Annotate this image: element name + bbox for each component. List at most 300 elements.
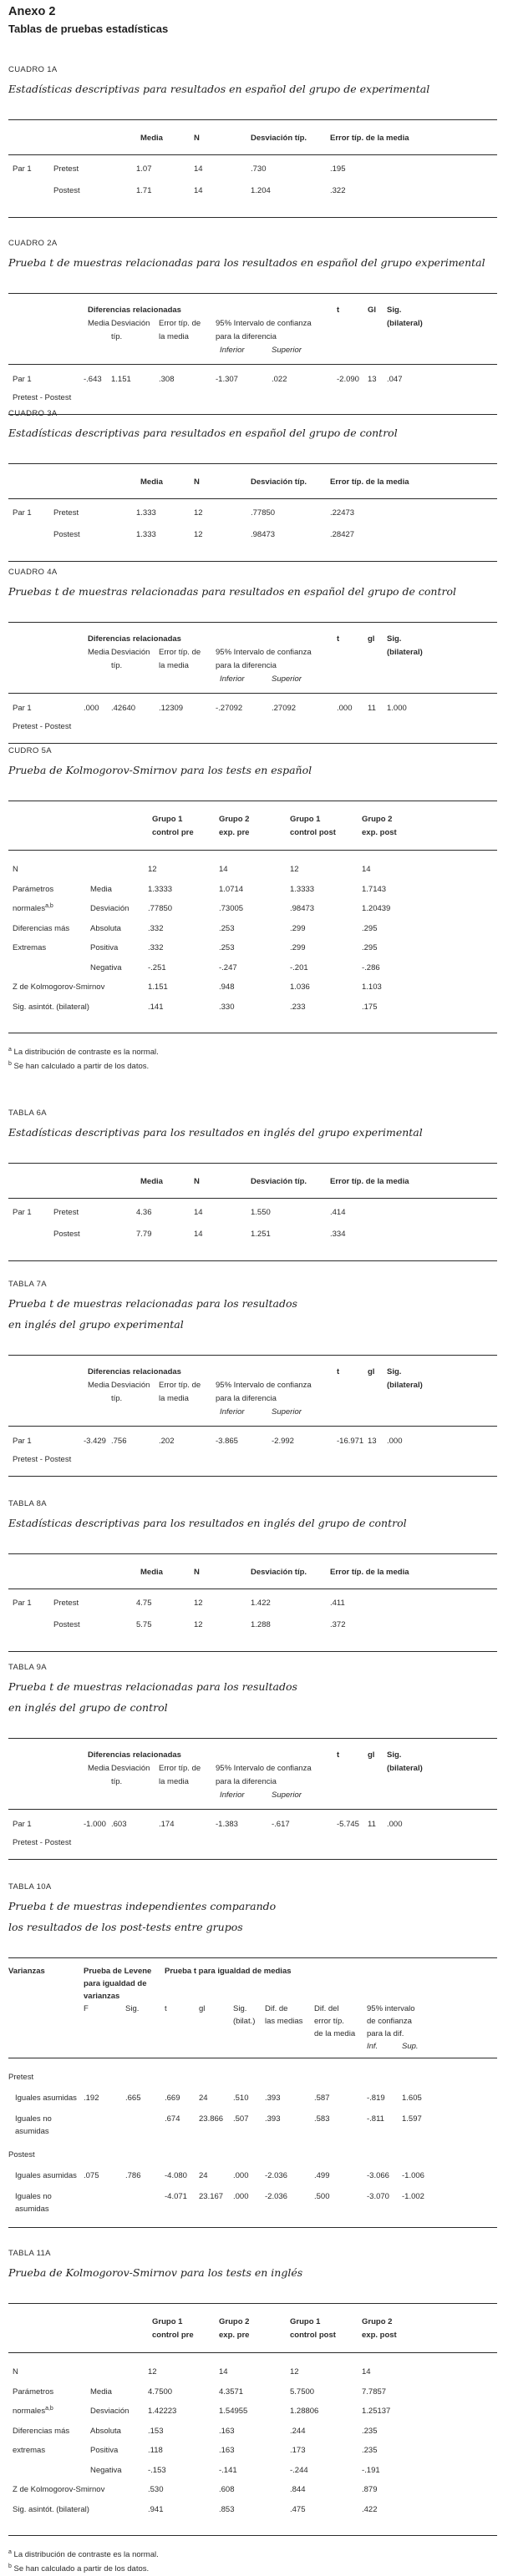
column-header-ci-line: para la diferencia	[216, 332, 277, 341]
cell-value: -1.383	[216, 1820, 238, 1829]
cell-value: .000	[233, 2192, 249, 2201]
column-header-media: Media	[88, 1381, 109, 1390]
table-title-line: Prueba t de muestras relacionadas para los resultados en español del grupo experimental	[8, 256, 485, 269]
section-tabla-7a	[8, 1280, 497, 1477]
table-title	[8, 1896, 497, 1937]
cell-value: .665	[125, 2094, 141, 2103]
cell-value: 1.204	[251, 186, 271, 195]
cell-value: 12	[290, 865, 299, 874]
row-label	[8, 982, 148, 1002]
table-row	[8, 962, 497, 982]
column-header-desviacion-line: Desviación	[111, 1381, 150, 1390]
table-footnotes	[8, 1045, 497, 1073]
column-header: Media	[140, 1568, 163, 1577]
table-row	[8, 529, 497, 551]
footnote-marker: b	[8, 1060, 12, 1067]
column-header	[219, 813, 290, 840]
stat-table	[8, 293, 497, 415]
cell-value: 14	[194, 164, 203, 174]
column-header: N	[194, 1568, 200, 1577]
cell-value: 4.3571	[219, 2387, 244, 2397]
cell-value: 1.036	[290, 982, 310, 992]
row-group-label: Par 1	[13, 704, 32, 713]
column-header-t: t	[337, 634, 340, 644]
row-label	[8, 962, 90, 982]
table-header-row	[8, 464, 497, 499]
column-header-sig-bilat	[233, 2003, 265, 2040]
cell-value: 1.25137	[362, 2407, 391, 2416]
column-header-line: Grupo 2	[219, 815, 250, 824]
row-group-label	[8, 529, 53, 551]
table-row	[8, 884, 497, 904]
cell-value: -2.090	[337, 375, 359, 384]
table-title-line: Estadísticas descriptivas para resultados en español del grupo de control	[8, 427, 398, 439]
table-row	[8, 2366, 497, 2387]
cell-value: .879	[362, 2485, 378, 2494]
table-label: TABLA 9A	[8, 1663, 47, 1672]
column-header	[362, 813, 497, 840]
section-label: Pretest	[8, 2073, 34, 2082]
cell-value: -1.000	[84, 1820, 106, 1829]
cell-value: 14	[194, 1208, 203, 1217]
cell-value: -2.036	[265, 2192, 287, 2201]
column-header-sig-bilateral: (bilateral)	[387, 648, 423, 657]
row-group-label	[8, 185, 53, 207]
cell-value: .27092	[272, 704, 297, 713]
cell-value: .422	[362, 2504, 378, 2514]
column-header-media: Media	[88, 319, 109, 328]
cell-value: .608	[219, 2485, 235, 2494]
cell-value: .000	[337, 704, 353, 713]
header-row-2	[8, 317, 497, 344]
table-title	[8, 78, 497, 99]
column-header-line: exp. post	[362, 828, 397, 837]
column-header-dif-error	[314, 2003, 367, 2040]
row-sublabel: Positiva	[90, 2446, 119, 2455]
cell-value: -5.745	[337, 1820, 359, 1829]
row-item-label: Pretest	[53, 164, 79, 174]
table-header	[8, 1739, 497, 1810]
cell-value: .153	[148, 2426, 164, 2436]
table-row	[8, 2387, 497, 2407]
table-header-row	[8, 1554, 497, 1589]
cell-value: .295	[362, 943, 378, 952]
cell-value: 1.151	[111, 375, 131, 384]
row-sublabel: Negativa	[90, 2465, 122, 2475]
column-header: Error típ. de la media	[330, 1177, 409, 1186]
cell-value	[84, 2113, 125, 2138]
footnote-text: La distribución de contraste es la normal.	[13, 2550, 159, 2559]
column-header-line: control post	[290, 2331, 336, 2340]
cell-value: 12	[194, 1599, 203, 1608]
cell-value: -.141	[219, 2465, 237, 2475]
column-header-line: Grupo 1	[152, 815, 183, 824]
cell-value: .141	[148, 1002, 164, 1012]
column-header-dif-error-line: de la media	[314, 2029, 356, 2038]
row-group-label: Par 1	[13, 375, 32, 384]
cell-value: .332	[148, 943, 164, 952]
column-header-error-line: la media	[159, 661, 189, 670]
column-header-line: control pre	[152, 2331, 194, 2340]
cell-value: -.201	[290, 962, 308, 972]
column-header-inf: Inf.	[367, 2042, 378, 2051]
footnote-a	[8, 2548, 497, 2562]
row-label	[8, 2426, 90, 2446]
cell-value: -.251	[148, 962, 166, 972]
cell-value: 11	[368, 704, 376, 713]
column-header: Media	[140, 1177, 163, 1186]
column-header-ci	[216, 317, 337, 344]
page-title: Anexo 2	[8, 5, 56, 18]
cell-value: 1.54955	[219, 2407, 248, 2416]
row-label	[8, 884, 90, 904]
row-sublabel: Pretest - Postest	[13, 1455, 72, 1464]
table-title-line: Estadísticas descriptivas para resultados en español del grupo de experimental	[8, 83, 430, 95]
footnote-text: Se han calculado a partir de los datos.	[13, 1062, 150, 1071]
header-row-1	[8, 1366, 497, 1379]
row-label	[8, 864, 148, 884]
row-group-label: Par 1	[13, 164, 32, 174]
stat-table	[8, 801, 497, 1033]
table-body	[8, 1810, 497, 1859]
column-header-gl: gl	[368, 1750, 375, 1760]
column-header-t: t	[165, 2004, 167, 2013]
column-header: Error típ. de la media	[330, 134, 409, 143]
table-body	[8, 851, 497, 1033]
table-row	[8, 1207, 497, 1229]
table-title-line: Estadísticas descriptivas para los resultados en inglés del grupo de control	[8, 1517, 407, 1529]
cell-value: -2.992	[272, 1437, 294, 1446]
table-header-row	[8, 1164, 497, 1199]
header-row-3	[8, 1789, 497, 1802]
column-header-line: exp. pre	[219, 2331, 250, 2340]
cell-value: 1.42223	[148, 2407, 177, 2416]
column-header-dif-medias-line: Dif. de	[265, 2004, 288, 2013]
column-header-error-line: Error típ. de	[159, 319, 201, 328]
table-header	[8, 1958, 497, 2058]
table-title-line: Prueba de Kolmogorov-Smirnov para los tests en inglés	[8, 2266, 303, 2279]
table-label: TABLA 7A	[8, 1280, 47, 1289]
header-row-3	[8, 344, 497, 357]
column-header-desviacion	[111, 1762, 159, 1789]
cell-value: 14	[219, 865, 228, 874]
page-subtitle: Tablas de pruebas estadísticas	[8, 23, 169, 35]
cell-value: 12	[290, 2367, 299, 2376]
row-group-label	[8, 1229, 53, 1250]
cell-value: 23.866	[199, 2114, 224, 2124]
column-header-ci-line: 95% Intervalo de confianza	[216, 319, 312, 328]
table-row	[8, 2465, 497, 2485]
footnote-reference: a,b	[45, 2405, 53, 2412]
column-header-ci-line: 95% Intervalo de confianza	[216, 1381, 312, 1390]
cell-value: .587	[314, 2094, 330, 2103]
cell-value: .393	[265, 2114, 281, 2124]
stat-table	[8, 1163, 497, 1261]
row-label	[8, 2406, 90, 2426]
column-header-sig-bilat-line: Sig.	[233, 2004, 247, 2013]
cell-value: 24	[199, 2094, 208, 2103]
table-title	[8, 581, 497, 602]
page-header	[8, 5, 497, 35]
column-header: N	[194, 477, 200, 487]
cell-value: 1.07	[136, 164, 152, 174]
row-label	[8, 2387, 90, 2407]
row-item-label: Postest	[53, 186, 80, 195]
table-title-line: los resultados de los post-tests entre grupos	[8, 1921, 243, 1933]
column-header-t: t	[337, 1750, 340, 1760]
column-header-error-line: Error típ. de	[159, 1764, 201, 1773]
row-item-label: Pretest	[53, 1599, 79, 1608]
cell-value: .202	[159, 1437, 175, 1446]
column-group-header-levene-line: para igualdad de	[84, 1979, 147, 1988]
cell-value: .372	[330, 1620, 346, 1629]
cell-value: -.811	[367, 2114, 384, 2124]
table-label: CUADRO 2A	[8, 239, 58, 248]
cell-value: .42640	[111, 704, 136, 713]
cell-value: -.191	[362, 2465, 380, 2475]
cell-value: .047	[387, 375, 403, 384]
cell-value: -3.865	[216, 1437, 238, 1446]
column-header-ci-line: de confianza	[367, 2017, 412, 2026]
cell-value: 1.251	[251, 1230, 271, 1239]
cell-value: .295	[362, 923, 378, 933]
cell-value: 1.103	[362, 982, 382, 992]
row-sublabel: Pretest - Postest	[13, 1838, 72, 1847]
column-header-ci-line: para la diferencia	[216, 1394, 277, 1403]
cell-value: 4.36	[136, 1208, 152, 1217]
cell-value: .669	[165, 2094, 180, 2103]
cell-value: .583	[314, 2114, 330, 2124]
column-header: Desviación típ.	[251, 134, 307, 143]
section-tabla-8a	[8, 1499, 497, 1652]
section-tabla-9a	[8, 1663, 497, 1860]
row-label-text: Diferencias más	[13, 2426, 70, 2436]
section-tabla-6a	[8, 1109, 497, 1261]
header-row-3	[8, 1406, 497, 1419]
cell-value: .73005	[219, 904, 244, 913]
table-title	[8, 2262, 497, 2283]
cell-value: .075	[84, 2171, 99, 2180]
stat-table	[8, 1738, 497, 1860]
cell-value: 13	[368, 1437, 377, 1446]
cell-value: .414	[330, 1208, 346, 1217]
cell-value: .332	[148, 923, 164, 933]
table-row	[8, 982, 497, 1002]
table-row	[8, 374, 497, 385]
cell-value: .98473	[290, 904, 315, 913]
cell-value: .118	[148, 2446, 163, 2455]
cell-value: 1.605	[402, 2094, 422, 2103]
column-group-header: Diferencias relacionadas	[88, 306, 181, 315]
cell-value: .853	[219, 2504, 235, 2514]
column-header-ci	[216, 1762, 337, 1789]
cell-value: .334	[330, 1230, 346, 1239]
cell-value: .730	[251, 164, 267, 174]
section-tabla-10a	[8, 1882, 497, 2228]
cell-value: -1.002	[402, 2192, 424, 2201]
table-row	[8, 2092, 497, 2104]
table-row	[8, 2406, 497, 2426]
cell-value: 12	[194, 1620, 203, 1629]
row-label	[8, 1002, 148, 1022]
column-header-line: Grupo 1	[152, 2317, 183, 2326]
cell-value: -.153	[148, 2465, 166, 2475]
cell-value: 1.20439	[362, 904, 391, 913]
table-body	[8, 2058, 497, 2227]
column-header-line: control pre	[152, 828, 194, 837]
row-group-label: Par 1	[13, 1599, 32, 1608]
column-header-desviacion	[111, 646, 159, 673]
cell-value: .786	[125, 2171, 141, 2180]
stat-table	[8, 463, 497, 562]
table-row	[8, 2504, 497, 2524]
column-header-ci-line: para la diferencia	[216, 1777, 277, 1786]
column-header-sig: Sig.	[387, 634, 402, 644]
column-header-desviacion-line: típ.	[111, 332, 123, 341]
cell-value: 24	[199, 2171, 208, 2180]
table-title	[8, 422, 497, 443]
column-header-error	[159, 1379, 216, 1406]
section-tabla-11a	[8, 2249, 497, 2576]
table-row	[8, 903, 497, 923]
column-header-line: exp. post	[362, 2331, 397, 2340]
cell-value: 14	[362, 865, 371, 874]
cell-value: .411	[330, 1599, 345, 1608]
cell-value: 1.288	[251, 1620, 271, 1629]
cell-value: .475	[290, 2504, 306, 2514]
column-header-ci	[367, 2003, 497, 2040]
column-header-superior: Superior	[272, 674, 302, 684]
column-header-inferior: Inferior	[220, 1791, 245, 1800]
section-label-row	[8, 2149, 497, 2161]
section-cuadro-3a	[8, 409, 497, 562]
row-sublabel: Negativa	[90, 962, 122, 972]
table-row	[8, 1598, 497, 1619]
column-header-desviacion-line: típ.	[111, 1394, 123, 1403]
cell-value: 12	[148, 2367, 157, 2376]
column-header: Desviación típ.	[251, 1568, 307, 1577]
column-header-sig: Sig.	[387, 1367, 402, 1376]
cell-value: .175	[362, 1002, 378, 1012]
column-header-desviacion	[111, 317, 159, 344]
row-item-label: Pretest	[53, 508, 79, 518]
column-header-line: Grupo 1	[290, 2317, 321, 2326]
cell-value: .322	[330, 186, 346, 195]
row-label	[8, 942, 90, 962]
column-header	[290, 813, 362, 840]
cell-value: .022	[272, 375, 287, 384]
table-body	[8, 155, 497, 217]
column-header-desviacion-line: Desviación	[111, 1764, 150, 1773]
column-group-header-levene-line: Prueba de Levene	[84, 1967, 152, 1976]
cell-value: .173	[290, 2446, 306, 2455]
column-group-header: Diferencias relacionadas	[88, 1367, 181, 1376]
column-header-error-line: Error típ. de	[159, 1381, 201, 1390]
cell-value: .22473	[330, 508, 355, 518]
section-cuadro-4a	[8, 568, 497, 744]
cell-value: .235	[362, 2446, 378, 2455]
cell-value: 1.333	[136, 530, 156, 539]
column-header-error	[159, 1762, 216, 1789]
row-sublabel: Pretest - Postest	[13, 393, 72, 402]
column-header: Media	[140, 477, 163, 487]
cell-value: 1.28806	[290, 2407, 319, 2416]
column-header-superior: Superior	[272, 1407, 302, 1417]
stat-table	[8, 1355, 497, 1477]
row-label	[8, 2366, 148, 2387]
cell-value: 12	[194, 508, 203, 518]
row-sublabel: Pretest - Postest	[13, 722, 72, 731]
header-row-1	[8, 633, 497, 646]
row-label-text: N	[13, 865, 18, 874]
column-group-header-levene	[84, 1965, 165, 2003]
cell-value: 1.71	[136, 186, 152, 195]
table-title-line: Prueba t de muestras relacionadas para los resultados	[8, 1297, 297, 1310]
column-header: N	[194, 1177, 200, 1186]
cell-value: .163	[219, 2446, 235, 2455]
column-header: Error típ. de la media	[330, 477, 409, 487]
cell-value: .756	[111, 1437, 127, 1446]
column-header-desviacion-line: típ.	[111, 1777, 123, 1786]
column-header-error	[159, 317, 216, 344]
footnote-text: Se han calculado a partir de los datos.	[13, 2564, 150, 2573]
cell-value: 1.550	[251, 1208, 271, 1217]
row-sublabel: Positiva	[90, 943, 119, 952]
table-title	[8, 252, 497, 273]
row-item-label: Postest	[53, 1230, 80, 1239]
header-row-2	[8, 1379, 497, 1406]
column-header-t: t	[337, 306, 340, 315]
table-body	[8, 694, 497, 743]
table-title-line: en inglés del grupo experimental	[8, 1318, 184, 1331]
stat-table	[8, 119, 497, 218]
cell-value	[84, 2190, 125, 2215]
row-group-label	[8, 1619, 53, 1641]
column-header-sig: Sig.	[387, 306, 402, 315]
column-header-error-line: Error típ. de	[159, 648, 201, 657]
table-label: TABLA 11A	[8, 2249, 51, 2258]
column-header-f: F	[84, 2004, 89, 2013]
row-label-text: N	[13, 2367, 18, 2376]
cell-value	[125, 2113, 165, 2138]
column-header-error	[159, 646, 216, 673]
column-header-superior: Superior	[272, 1791, 302, 1800]
cell-value: .233	[290, 1002, 306, 1012]
cell-value: -3.066	[367, 2171, 389, 2180]
table-body	[8, 1199, 497, 1260]
column-header: N	[194, 134, 200, 143]
cell-value: .174	[159, 1820, 175, 1829]
column-header-desviacion-line: Desviación	[111, 648, 150, 657]
cell-value: -4.080	[165, 2171, 187, 2180]
table-title-line: Prueba t de muestras independientes comparando	[8, 1900, 277, 1912]
header-row-1	[8, 1965, 497, 2003]
table-row	[8, 2190, 497, 2215]
cell-value: .510	[233, 2094, 249, 2103]
cell-value: -1.006	[402, 2171, 424, 2180]
row-label-text: Sig. asintót. (bilateral)	[13, 2504, 89, 2514]
cell-value: -.247	[219, 962, 237, 972]
column-header-ci-line: 95% Intervalo de confianza	[216, 648, 312, 657]
cell-value: .500	[314, 2192, 330, 2201]
column-header	[148, 2316, 219, 2342]
header-row-3	[8, 2040, 497, 2053]
column-header-gl: Gl	[368, 306, 377, 315]
column-header-varianzas: Varianzas	[8, 1967, 45, 1976]
column-header-desviacion-line: típ.	[111, 661, 123, 670]
footnote-b	[8, 2562, 497, 2576]
footnote-marker: b	[8, 2563, 12, 2569]
